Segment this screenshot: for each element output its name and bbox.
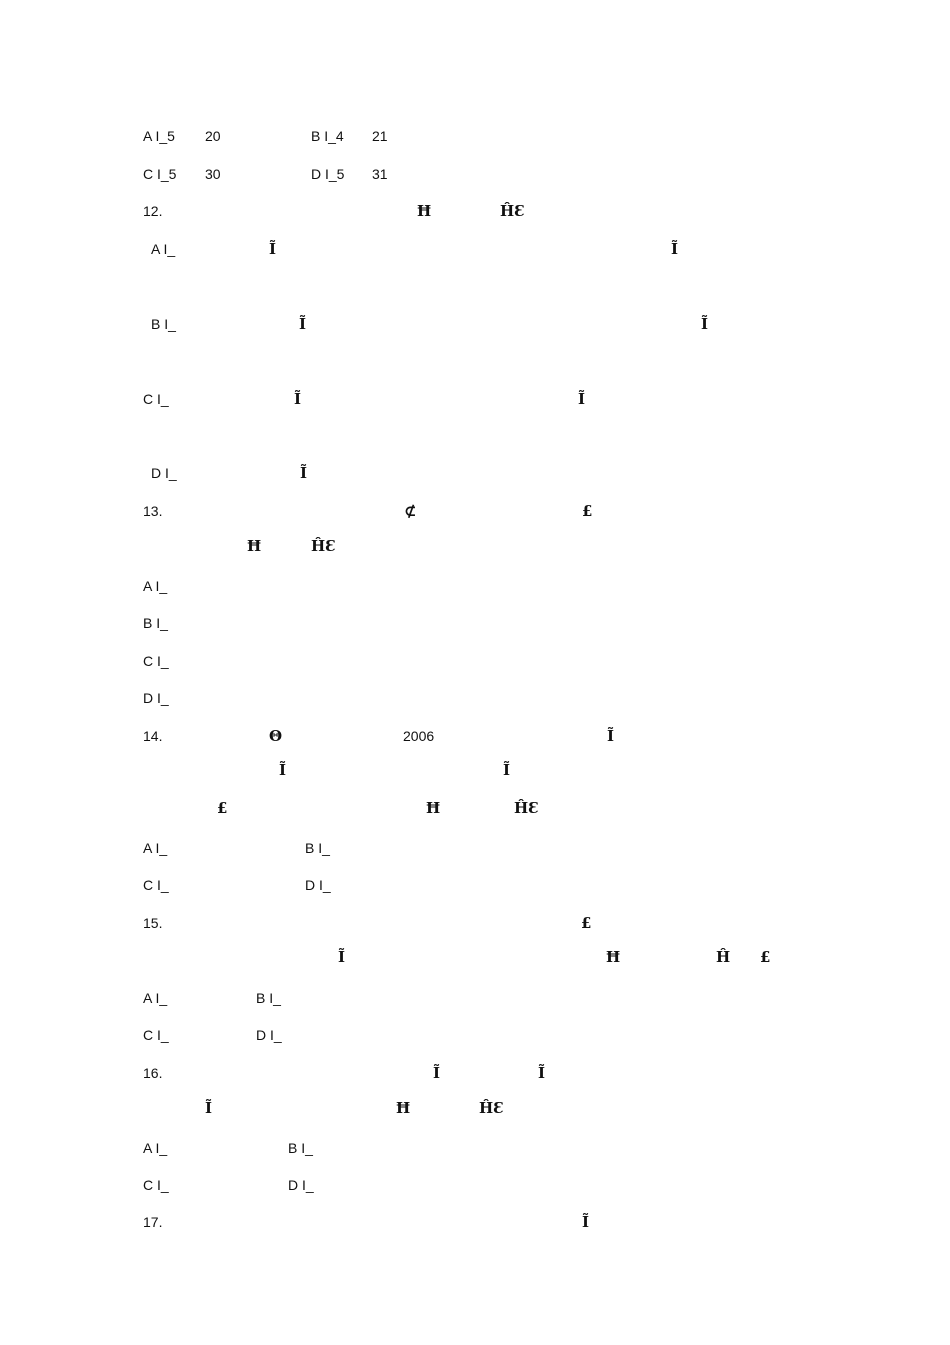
option-label: B I͏_ bbox=[151, 316, 176, 332]
option-label: B I͏_4 bbox=[311, 128, 344, 144]
question-12 bbox=[0, 201, 950, 221]
glyph-mark: Ĩ bbox=[338, 948, 346, 966]
glyph-mark: ĤƐ bbox=[514, 799, 539, 817]
glyph-mark: ĤƐ bbox=[500, 202, 525, 220]
question-number: 12. bbox=[143, 203, 163, 219]
question-15 bbox=[0, 913, 950, 933]
glyph-mark: Ĩ bbox=[503, 761, 511, 779]
q13-option-a bbox=[0, 576, 950, 596]
glyph-mark: Ĩ bbox=[294, 390, 302, 408]
glyph-mark: £ bbox=[581, 914, 592, 932]
year-text: 2006 bbox=[403, 728, 435, 744]
glyph-mark: Ħ bbox=[417, 202, 432, 220]
glyph-mark: Ĩ bbox=[701, 315, 709, 333]
option-label: A I͏_ bbox=[151, 241, 176, 257]
option-label: B I͏_ bbox=[305, 840, 330, 856]
glyph-mark: Ĩ bbox=[300, 464, 308, 482]
option-label: C I͏_5 bbox=[143, 166, 177, 182]
glyph-mark: Ĩ bbox=[578, 390, 586, 408]
glyph-mark: £ bbox=[760, 948, 771, 966]
option-label: D I͏_5 bbox=[311, 166, 345, 182]
q13-option-b bbox=[0, 613, 950, 633]
glyph-mark: ĤƐ bbox=[479, 1099, 504, 1117]
glyph-mark: Ĩ bbox=[269, 240, 277, 258]
option-label: D I͏_ bbox=[151, 465, 177, 481]
option-label: A I͏_ bbox=[143, 840, 168, 856]
question-17 bbox=[0, 1212, 950, 1232]
question-16 bbox=[0, 1063, 950, 1083]
q14-options-cd bbox=[0, 875, 950, 895]
q16-options-ab bbox=[0, 1138, 950, 1158]
q12-option-b bbox=[0, 314, 950, 334]
glyph-mark: Ĩ bbox=[205, 1099, 213, 1117]
options-row-2 bbox=[0, 164, 950, 184]
question-number: 16. bbox=[143, 1065, 163, 1081]
option-label: A I͏_ bbox=[143, 1140, 168, 1156]
glyph-mark: Ħ bbox=[426, 799, 441, 817]
q13-line-2 bbox=[0, 536, 950, 556]
option-label: A I͏_ bbox=[143, 990, 168, 1006]
option-label: C I͏_ bbox=[143, 391, 169, 407]
option-label: C I͏_ bbox=[143, 877, 169, 893]
q14-line-2 bbox=[0, 760, 950, 780]
q15-options-ab bbox=[0, 988, 950, 1008]
option-label: D I͏_ bbox=[305, 877, 331, 893]
option-value: 31 bbox=[372, 166, 388, 182]
glyph-mark: Ĩ bbox=[279, 761, 287, 779]
q14-options-ab bbox=[0, 838, 950, 858]
option-label: B I͏_ bbox=[143, 615, 168, 631]
option-label: C I͏_ bbox=[143, 1177, 169, 1193]
q12-option-c bbox=[0, 389, 950, 409]
glyph-mark: Ĩ bbox=[299, 315, 307, 333]
option-value: 30 bbox=[205, 166, 221, 182]
glyph-mark: Ĩ bbox=[607, 727, 615, 745]
glyph-mark: Ĩ bbox=[671, 240, 679, 258]
question-number: 15. bbox=[143, 915, 163, 931]
q15-line-2 bbox=[0, 947, 950, 967]
option-value: 21 bbox=[372, 128, 388, 144]
q15-options-cd bbox=[0, 1025, 950, 1045]
option-label: D I͏_ bbox=[143, 690, 169, 706]
glyph-mark: Ħ bbox=[396, 1099, 411, 1117]
glyph-mark: Ĩ bbox=[433, 1064, 441, 1082]
options-row-1 bbox=[0, 126, 950, 146]
glyph-mark: ⊄ bbox=[404, 502, 417, 520]
glyph-mark: ĤƐ bbox=[311, 537, 336, 555]
glyph-mark: Ħ bbox=[606, 948, 621, 966]
option-label: D I͏_ bbox=[256, 1027, 282, 1043]
q13-option-d bbox=[0, 688, 950, 708]
q14-line-3 bbox=[0, 798, 950, 818]
option-label: D I͏_ bbox=[288, 1177, 314, 1193]
question-14 bbox=[0, 726, 950, 746]
option-label: C I͏_ bbox=[143, 1027, 169, 1043]
question-13 bbox=[0, 501, 950, 521]
glyph-mark: Ĥ bbox=[716, 948, 731, 966]
question-number: 13. bbox=[143, 503, 163, 519]
q12-option-d bbox=[0, 463, 950, 483]
q12-option-a bbox=[0, 239, 950, 259]
option-label: A I͏_5 bbox=[143, 128, 175, 144]
q16-options-cd bbox=[0, 1175, 950, 1195]
option-label: B I͏_ bbox=[256, 990, 281, 1006]
glyph-mark: Ĩ bbox=[582, 1213, 590, 1231]
glyph-mark: Θ bbox=[269, 727, 283, 745]
glyph-mark: Ĩ bbox=[538, 1064, 546, 1082]
question-number: 17. bbox=[143, 1214, 163, 1230]
question-number: 14. bbox=[143, 728, 163, 744]
option-label: A I͏_ bbox=[143, 578, 168, 594]
option-label: C I͏_ bbox=[143, 653, 169, 669]
glyph-mark: £ bbox=[582, 502, 593, 520]
glyph-mark: £ bbox=[217, 799, 228, 817]
q16-line-2 bbox=[0, 1098, 950, 1118]
option-value: 20 bbox=[205, 128, 221, 144]
q13-option-c bbox=[0, 651, 950, 671]
glyph-mark: Ħ bbox=[247, 537, 262, 555]
option-label: B I͏_ bbox=[288, 1140, 313, 1156]
